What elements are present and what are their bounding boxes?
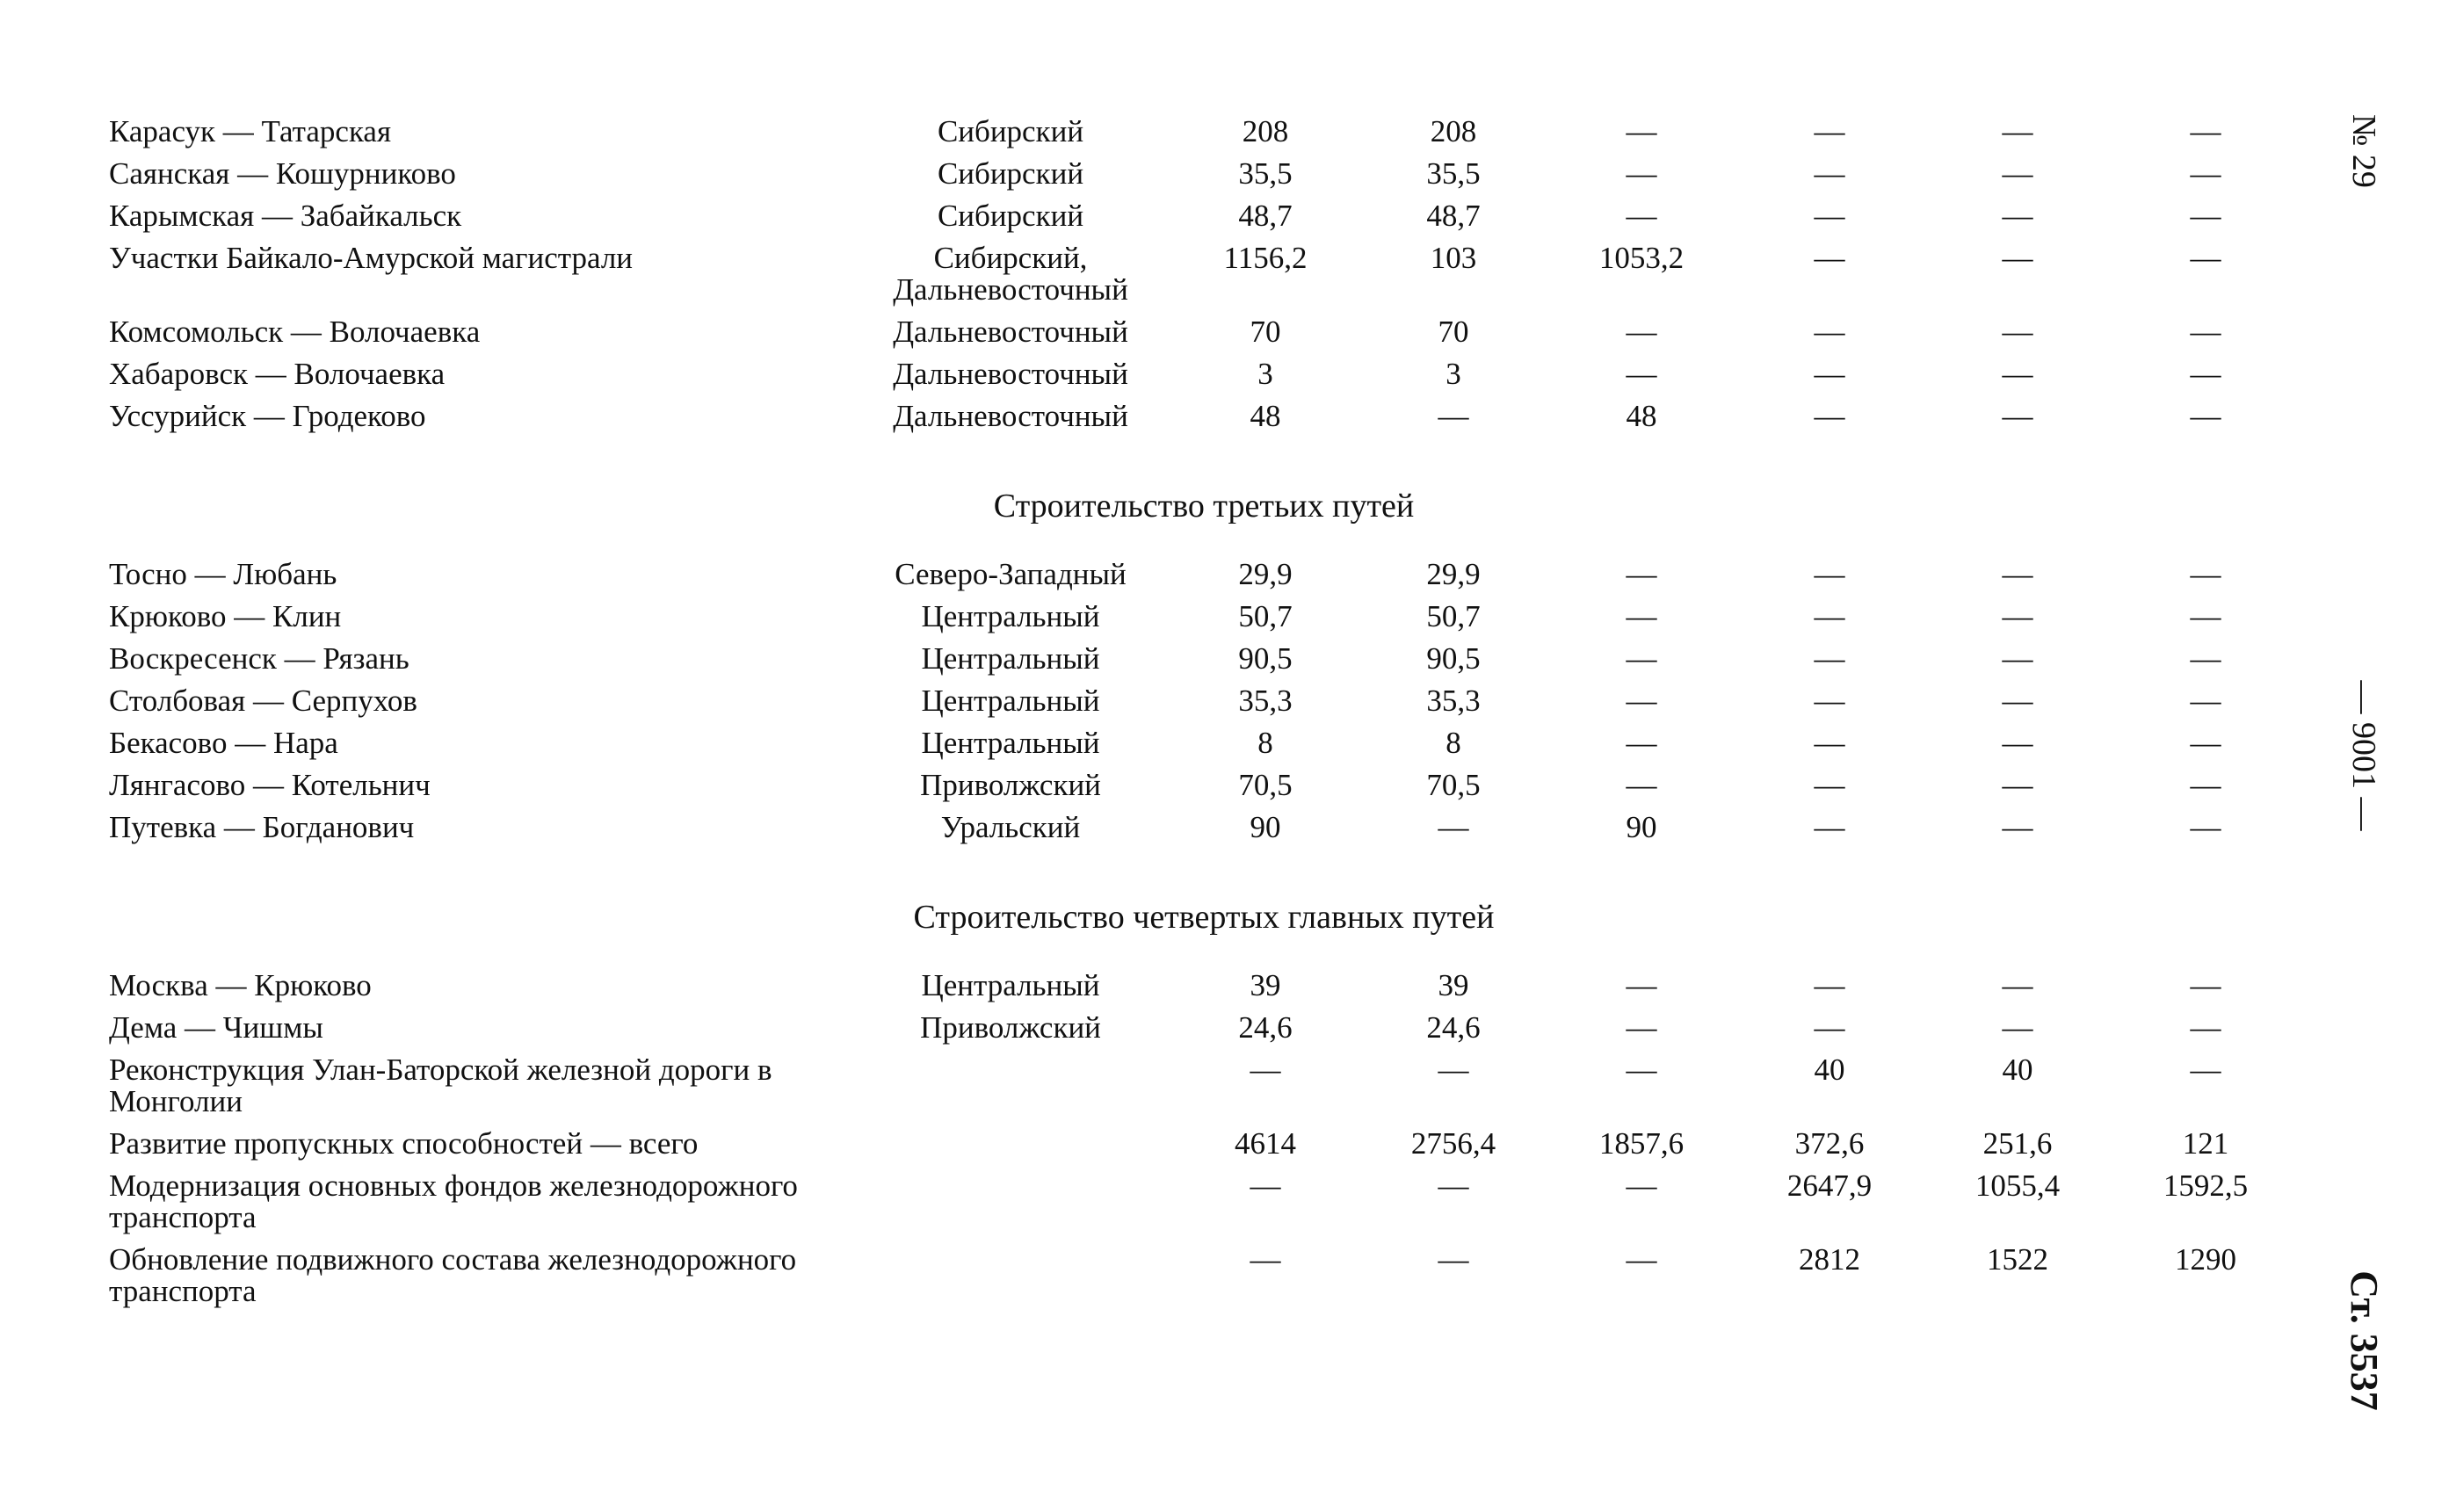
table-row bbox=[0, 1054, 2449, 1128]
value-col-5: — bbox=[2002, 684, 2033, 718]
value-col-2: 8 bbox=[1445, 726, 1461, 760]
value-col-4: — bbox=[1814, 156, 1845, 191]
value-col-5: — bbox=[2002, 114, 2033, 148]
value-col-3: — bbox=[1626, 684, 1657, 718]
value-col-1: 90,5 bbox=[1238, 641, 1293, 676]
value-col-6: — bbox=[2190, 768, 2221, 802]
value-col-1: — bbox=[1250, 1168, 1281, 1203]
value-col-6: — bbox=[2190, 156, 2221, 191]
region: Северо-Западный bbox=[895, 557, 1127, 591]
section-name: Карасук — Татарская bbox=[109, 114, 392, 148]
value-col-1: 29,9 bbox=[1238, 557, 1293, 591]
value-col-5: — bbox=[2002, 399, 2033, 433]
value-col-4: — bbox=[1814, 1010, 1845, 1045]
value-col-1: 48,7 bbox=[1238, 199, 1293, 233]
value-col-2: — bbox=[1438, 1168, 1469, 1203]
value-col-3: — bbox=[1626, 1168, 1657, 1203]
value-col-2: — bbox=[1438, 1053, 1469, 1087]
section-name: Уссурийск — Гродеково bbox=[109, 399, 426, 433]
value-col-1: 50,7 bbox=[1238, 599, 1293, 633]
region: Сибирский bbox=[937, 156, 1084, 191]
value-col-4: — bbox=[1814, 810, 1845, 844]
value-col-2: 103 bbox=[1430, 241, 1477, 275]
region: Центральный bbox=[921, 726, 1100, 760]
value-col-1: 208 bbox=[1242, 114, 1289, 148]
section-name: Бекасово — Нара bbox=[109, 726, 338, 760]
value-col-6: — bbox=[2190, 968, 2221, 1002]
value-col-6: — bbox=[2190, 599, 2221, 633]
value-col-4: 372,6 bbox=[1794, 1126, 1865, 1161]
value-col-1: 39 bbox=[1250, 968, 1281, 1002]
value-col-3: — bbox=[1626, 1053, 1657, 1087]
value-col-2: 29,9 bbox=[1426, 557, 1481, 591]
value-col-4: — bbox=[1814, 641, 1845, 676]
section-name: Обновление подвижного состава железнодорожного транспорта bbox=[109, 1242, 797, 1308]
region: Дальневосточный bbox=[893, 357, 1128, 391]
value-col-5: — bbox=[2002, 768, 2033, 802]
value-col-3: — bbox=[1626, 199, 1657, 233]
value-col-2: 90,5 bbox=[1426, 641, 1481, 676]
value-col-3: 48 bbox=[1626, 399, 1657, 433]
value-col-6: — bbox=[2190, 684, 2221, 718]
region: Центральный bbox=[921, 684, 1100, 718]
value-col-5: — bbox=[2002, 357, 2033, 391]
value-col-3: 1857,6 bbox=[1598, 1126, 1685, 1161]
issue-number: № 29 bbox=[2345, 114, 2382, 188]
region: Сибирский, Дальневосточный bbox=[893, 241, 1128, 307]
section-heading: Строительство третьих путей bbox=[993, 488, 1415, 524]
value-col-5: — bbox=[2002, 199, 2033, 233]
value-col-6: — bbox=[2190, 199, 2221, 233]
value-col-3: — bbox=[1626, 726, 1657, 760]
value-col-5: 251,6 bbox=[1982, 1126, 2053, 1161]
table-row bbox=[0, 242, 2449, 316]
value-col-2: — bbox=[1438, 399, 1469, 433]
value-col-4: 2812 bbox=[1799, 1242, 1860, 1277]
value-col-6: — bbox=[2190, 315, 2221, 349]
value-col-3: — bbox=[1626, 1010, 1657, 1045]
value-col-3: — bbox=[1626, 599, 1657, 633]
value-col-4: 2647,9 bbox=[1786, 1168, 1873, 1203]
section-name: Хабаровск — Волочаевка bbox=[109, 357, 446, 391]
section-name: Модернизация основных фондов железнодорожного транспорта bbox=[109, 1168, 798, 1234]
value-col-6: — bbox=[2190, 241, 2221, 275]
section-name: Воскресенск — Рязань bbox=[109, 641, 409, 676]
region: Дальневосточный bbox=[893, 399, 1128, 433]
section-name: Карымская — Забайкальск bbox=[109, 199, 462, 233]
value-col-1: 70 bbox=[1250, 315, 1281, 349]
value-col-1: 3 bbox=[1257, 357, 1273, 391]
page-number: — 9001 — bbox=[2345, 680, 2382, 831]
value-col-4: — bbox=[1814, 768, 1845, 802]
section-name: Тосно — Любань bbox=[109, 557, 337, 591]
value-col-1: 8 bbox=[1257, 726, 1273, 760]
value-col-5: — bbox=[2002, 641, 2033, 676]
article-number: Ст. 3537 bbox=[2343, 1270, 2386, 1411]
section-name: Комсомольск — Волочаевка bbox=[109, 315, 481, 349]
region: Центральный bbox=[921, 968, 1100, 1002]
value-col-2: 50,7 bbox=[1426, 599, 1481, 633]
value-col-3: — bbox=[1626, 156, 1657, 191]
value-col-5: — bbox=[2002, 726, 2033, 760]
region: Центральный bbox=[921, 599, 1100, 633]
region: Уральский bbox=[940, 810, 1081, 844]
value-col-1: 35,3 bbox=[1238, 684, 1293, 718]
value-col-3: — bbox=[1626, 968, 1657, 1002]
value-col-6: — bbox=[2190, 1010, 2221, 1045]
value-col-2: 3 bbox=[1445, 357, 1461, 391]
region: Сибирский bbox=[937, 114, 1084, 148]
table-row bbox=[0, 1244, 2449, 1318]
value-col-4: — bbox=[1814, 241, 1845, 275]
value-col-3: — bbox=[1626, 357, 1657, 391]
value-col-3: 90 bbox=[1626, 810, 1657, 844]
value-col-4: — bbox=[1814, 315, 1845, 349]
value-col-4: — bbox=[1814, 357, 1845, 391]
value-col-4: — bbox=[1814, 399, 1845, 433]
value-col-5: 1055,4 bbox=[1974, 1168, 2061, 1203]
value-col-1: 35,5 bbox=[1238, 156, 1293, 191]
value-col-4: — bbox=[1814, 199, 1845, 233]
value-col-1: 1156,2 bbox=[1223, 241, 1308, 275]
value-col-5: — bbox=[2002, 241, 2033, 275]
value-col-2: 48,7 bbox=[1426, 199, 1481, 233]
value-col-4: — bbox=[1814, 599, 1845, 633]
value-col-1: — bbox=[1250, 1053, 1281, 1087]
value-col-6: — bbox=[2190, 114, 2221, 148]
table-row bbox=[0, 1170, 2449, 1244]
value-col-5: — bbox=[2002, 315, 2033, 349]
section-name: Крюково — Клин bbox=[109, 599, 342, 633]
value-col-6: 121 bbox=[2182, 1126, 2229, 1161]
value-col-1: 48 bbox=[1250, 399, 1281, 433]
value-col-3: 1053,2 bbox=[1598, 241, 1685, 275]
section-name: Лянгасово — Котельнич bbox=[109, 768, 431, 802]
value-col-1: 70,5 bbox=[1238, 768, 1293, 802]
section-name: Участки Байкало-Амурской магистрали bbox=[109, 241, 634, 275]
value-col-5: — bbox=[2002, 1010, 2033, 1045]
value-col-1: 4614 bbox=[1235, 1126, 1296, 1161]
value-col-1: — bbox=[1250, 1242, 1281, 1277]
value-col-6: — bbox=[2190, 726, 2221, 760]
value-col-2: 70,5 bbox=[1426, 768, 1481, 802]
section-name: Дема — Чишмы bbox=[109, 1010, 323, 1045]
value-col-4: — bbox=[1814, 684, 1845, 718]
value-col-3: — bbox=[1626, 114, 1657, 148]
value-col-5: — bbox=[2002, 156, 2033, 191]
value-col-5: — bbox=[2002, 968, 2033, 1002]
region: Центральный bbox=[921, 641, 1100, 676]
value-col-4: — bbox=[1814, 968, 1845, 1002]
value-col-5: 40 bbox=[2002, 1053, 2033, 1087]
section-name: Развитие пропускных способностей — всего bbox=[109, 1126, 699, 1161]
value-col-6: — bbox=[2190, 641, 2221, 676]
section-heading: Строительство четвертых главных путей bbox=[913, 899, 1495, 936]
value-col-5: 1522 bbox=[1987, 1242, 2048, 1277]
value-col-3: — bbox=[1626, 557, 1657, 591]
value-col-6: — bbox=[2190, 810, 2221, 844]
section-name: Саянская — Кошурниково bbox=[109, 156, 456, 191]
value-col-6: — bbox=[2190, 557, 2221, 591]
value-col-5: — bbox=[2002, 599, 2033, 633]
value-col-2: 39 bbox=[1438, 968, 1469, 1002]
value-col-6: — bbox=[2190, 1053, 2221, 1087]
region: Приволжский bbox=[920, 1010, 1101, 1045]
region: Сибирский bbox=[937, 199, 1084, 233]
value-col-6: 1290 bbox=[2175, 1242, 2236, 1277]
value-col-4: — bbox=[1814, 726, 1845, 760]
value-col-5: — bbox=[2002, 557, 2033, 591]
value-col-2: 24,6 bbox=[1426, 1010, 1481, 1045]
value-col-2: 208 bbox=[1430, 114, 1477, 148]
value-col-4: — bbox=[1814, 114, 1845, 148]
region: Дальневосточный bbox=[893, 315, 1128, 349]
value-col-3: — bbox=[1626, 768, 1657, 802]
value-col-2: 70 bbox=[1438, 315, 1469, 349]
value-col-4: 40 bbox=[1814, 1053, 1845, 1087]
value-col-4: — bbox=[1814, 557, 1845, 591]
value-col-1: 24,6 bbox=[1238, 1010, 1293, 1045]
section-name: Столбовая — Серпухов bbox=[109, 684, 417, 718]
value-col-2: — bbox=[1438, 1242, 1469, 1277]
value-col-3: — bbox=[1626, 641, 1657, 676]
region: Приволжский bbox=[920, 768, 1101, 802]
value-col-3: — bbox=[1626, 315, 1657, 349]
value-col-6: — bbox=[2190, 357, 2221, 391]
value-col-3: — bbox=[1626, 1242, 1657, 1277]
value-col-2: 35,5 bbox=[1426, 156, 1481, 191]
table-row bbox=[0, 812, 2449, 886]
value-col-5: — bbox=[2002, 810, 2033, 844]
value-col-6: — bbox=[2190, 399, 2221, 433]
value-col-1: 90 bbox=[1250, 810, 1281, 844]
value-col-2: 35,3 bbox=[1426, 684, 1481, 718]
value-col-6: 1592,5 bbox=[2163, 1168, 2249, 1203]
section-name: Москва — Крюково bbox=[109, 968, 372, 1002]
value-col-2: — bbox=[1438, 810, 1469, 844]
section-name: Путевка — Богданович bbox=[109, 810, 415, 844]
section-name: Реконструкция Улан-Баторской железной дороги в Монголии bbox=[109, 1053, 772, 1118]
table-row bbox=[0, 401, 2449, 474]
value-col-2: 2756,4 bbox=[1410, 1126, 1496, 1161]
